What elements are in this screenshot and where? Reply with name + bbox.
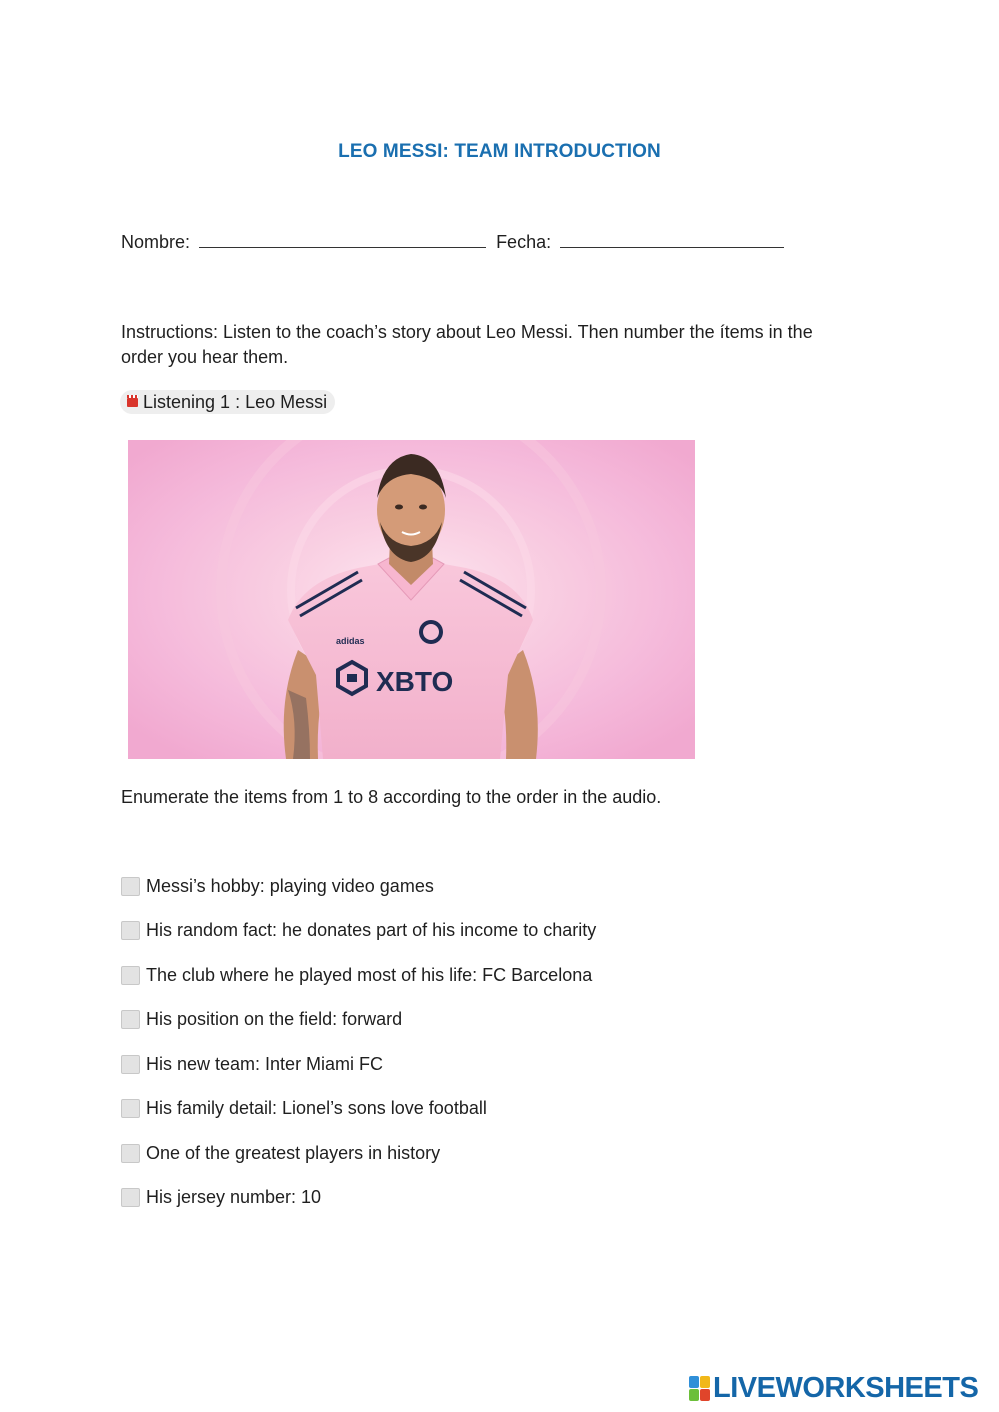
liveworksheets-mark-icon <box>689 1376 710 1401</box>
list-item-label: His new team: Inter Miami FC <box>146 1054 384 1074</box>
checkbox[interactable] <box>121 1144 140 1163</box>
enumerate-instruction: Enumerate the items from 1 to 8 according to the order in the audio. <box>121 787 662 807</box>
liveworksheets-logo <box>689 1372 978 1405</box>
list-item <box>121 1054 383 1075</box>
list-item <box>121 876 434 897</box>
audio-chip-label: Listening 1 : Leo Messi <box>143 392 328 412</box>
name-field[interactable] <box>199 233 486 248</box>
messi-photo <box>128 440 695 759</box>
checkbox[interactable] <box>121 966 140 985</box>
checkbox[interactable] <box>121 1055 140 1074</box>
instructions-text: Instructions: Listen to the coach’s story about Leo Messi. Then number the ítems in the order you hear them. <box>121 322 813 367</box>
worksheet-title: LEO MESSI: TEAM INTRODUCTION <box>338 141 661 162</box>
checkbox[interactable] <box>121 877 140 896</box>
list-item <box>121 965 592 986</box>
audio-chip[interactable] <box>120 390 335 414</box>
jersey-sponsor-text: XBTO <box>376 666 454 697</box>
clapperboard-icon <box>127 398 138 407</box>
checkbox[interactable] <box>121 1099 140 1118</box>
list-item <box>121 1009 402 1030</box>
list-item-label: One of the greatest players in history <box>146 1143 441 1163</box>
checkbox[interactable] <box>121 1188 140 1207</box>
name-label: Nombre: <box>121 232 191 252</box>
checkbox[interactable] <box>121 921 140 940</box>
adidas-logo-text: adidas <box>336 636 365 646</box>
list-item <box>121 1187 321 1208</box>
list-item-label: His random fact: he donates part of his income to charity <box>146 920 597 940</box>
liveworksheets-logo-text: LIVEWORKSHEETS <box>713 1372 979 1404</box>
checkbox[interactable] <box>121 1010 140 1029</box>
date-label: Fecha: <box>496 232 552 252</box>
list-item-label: The club where he played most of his life: FC Barcelona <box>146 965 593 985</box>
list-item <box>121 1098 487 1119</box>
list-item-label: Messi’s hobby: playing video games <box>146 876 434 896</box>
list-item-label: His family detail: Lionel’s sons love football <box>146 1098 487 1118</box>
date-field[interactable] <box>560 233 784 248</box>
list-item <box>121 920 596 941</box>
list-item <box>121 1143 440 1164</box>
name-date-row <box>121 232 784 253</box>
list-item-label: His position on the field: forward <box>146 1009 403 1029</box>
list-item-label: His jersey number: 10 <box>146 1187 322 1207</box>
